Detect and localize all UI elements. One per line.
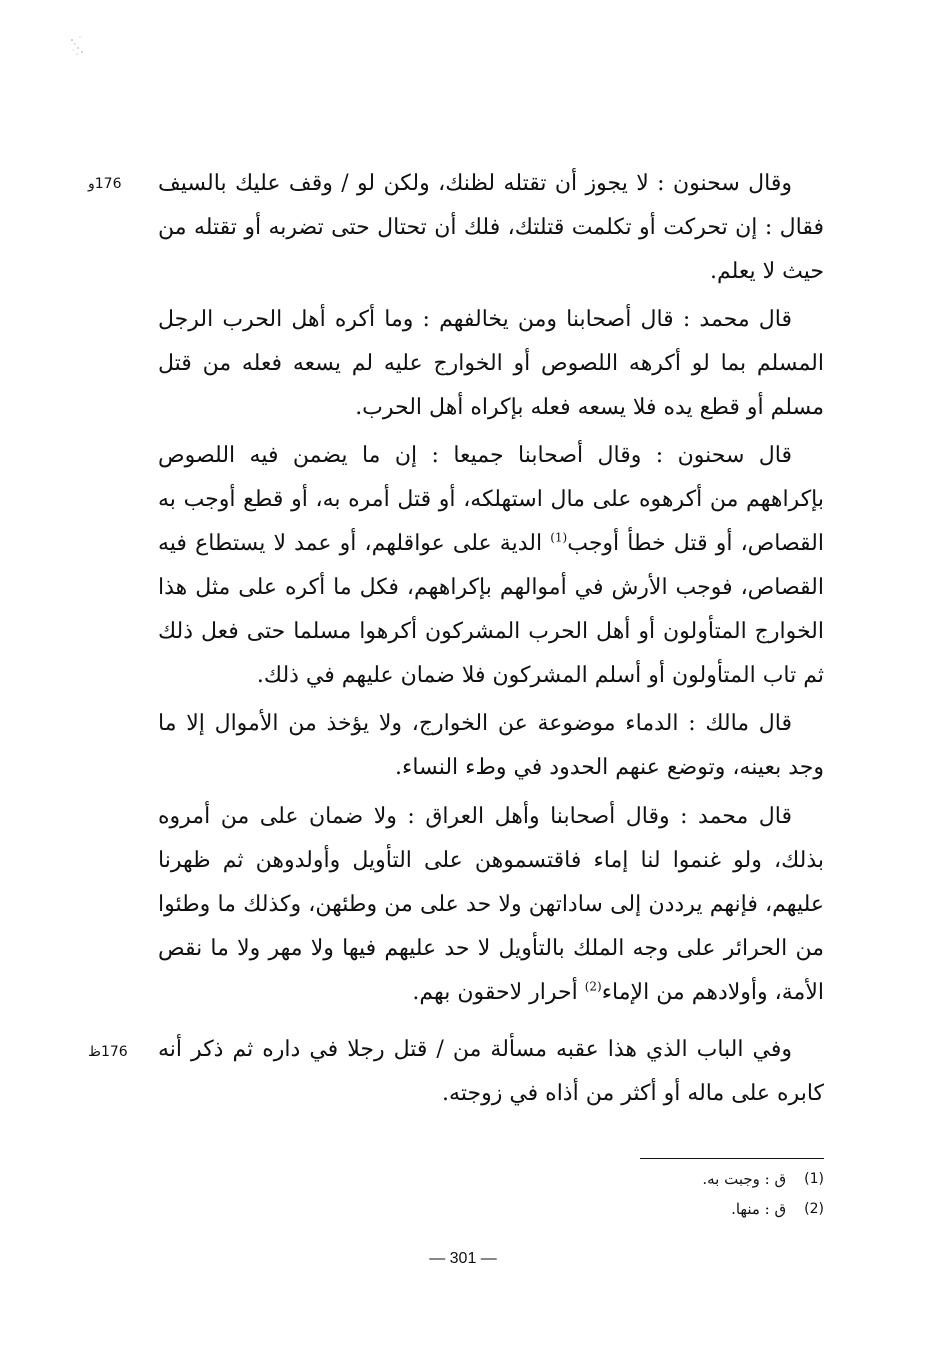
paragraph-segment: قال مالك : الدماء موضوعة عن الخوارج، ولا يؤخذ من الأموال إلا ما وجد بعينه، وتوضع عنهم الحدود في وطء النساء. <box>158 711 824 780</box>
footnote-number: (1) <box>804 1171 824 1187</box>
footnotes <box>560 1164 824 1224</box>
paragraph-text <box>158 795 824 1015</box>
paragraph-text <box>158 298 824 430</box>
paragraph-3 <box>158 434 824 698</box>
page-number: — 301 — <box>429 1250 497 1267</box>
paragraph-segment: قال سحنون : وقال أصحابنا جميعا : إن ما يضمن فيه اللصوص بإكراههم من أكرهوه على مال استهلكه، أو قتل أمره به، أو قطع أوجب به القصاص، أو قتل خطأ أوجب <box>158 443 824 556</box>
scan-speck-decoration <box>66 28 92 58</box>
paragraph-text <box>158 434 824 698</box>
paragraph-text <box>158 1028 824 1116</box>
paragraph-1 <box>158 162 824 294</box>
margin-note-folio-recto: 176و <box>88 176 122 192</box>
paragraph-segment: قال محمد : وقال أصحابنا وأهل العراق : ولا ضمان على من أمروه بذلك، ولو غنموا لنا إماء فاقتسموهن على التأويل وأولدوهن ثم ظهرنا عليهم، فإنهم يرددن إلى ساداتهن ولا حد على من وطئهن، وكذلك ما وطئوا من الحرائر على وجه الملك بالتأويل لا حد عليهم فيها ولا مهر ولا ما نقص الأمة، وأولادهم من الإماء <box>158 804 824 1005</box>
paragraph-segment: قال محمد : قال أصحابنا ومن يخالفهم : وما أكره أهل الحرب الرجل المسلم بما لو أكرهه اللصوص أو الخوارج عليه لم يسعه فعله من قتل مسلم أو قطع يده فلا يسعه فعله بإكراه أهل الحرب. <box>158 307 824 420</box>
paragraph-segment: وفي الباب الذي هذا عقبه مسألة من / قتل رجلا في داره ثم ذكر أنه كابره على ماله أو أكثر من أذاه في زوجته. <box>158 1037 824 1106</box>
footnote-text: ق : وجبت به. <box>702 1170 787 1188</box>
footnote-divider <box>640 1158 824 1159</box>
paragraph-text <box>158 702 824 790</box>
paragraph-segment: وقال سحنون : لا يجوز أن تقتله لظنك، ولكن لو / وقف عليك بالسيف فقال : إن تحركت أو تكلمت قتلتك، فلك أن تحتال حتى تضربه أو تقتله من حيث لا يعلم. <box>158 171 824 284</box>
footnote-text: ق : منها. <box>731 1200 787 1218</box>
paragraph-segment: أحرار لاحقون بهم. <box>412 980 585 1005</box>
paragraph-6 <box>158 1028 824 1116</box>
footnote-ref-1: (1) <box>550 530 568 545</box>
footnote-item <box>560 1194 824 1224</box>
paragraph-text <box>158 162 824 294</box>
footnote-ref-2: (2) <box>584 979 602 994</box>
footnote-number: (2) <box>804 1201 824 1217</box>
footnote-item <box>560 1164 824 1194</box>
paragraph-segment: الدية على عواقلهم، أو عمد لا يستطاع فيه القصاص، فوجب الأرش في أموالهم بإكراههم، فكل ما أكره على مثل هذا الخوارج المتأولون أو أهل الحرب المشركون أكرهوا مسلما حتى فعل ذلك ثم تاب المتأولون أو أسلم المشركون فلا ضمان عليهم في ذلك. <box>158 531 824 688</box>
paragraph-2 <box>158 298 824 430</box>
paragraph-5 <box>158 795 824 1015</box>
margin-note-folio-verso: 176ظ <box>88 1044 128 1060</box>
paragraph-4 <box>158 702 824 790</box>
